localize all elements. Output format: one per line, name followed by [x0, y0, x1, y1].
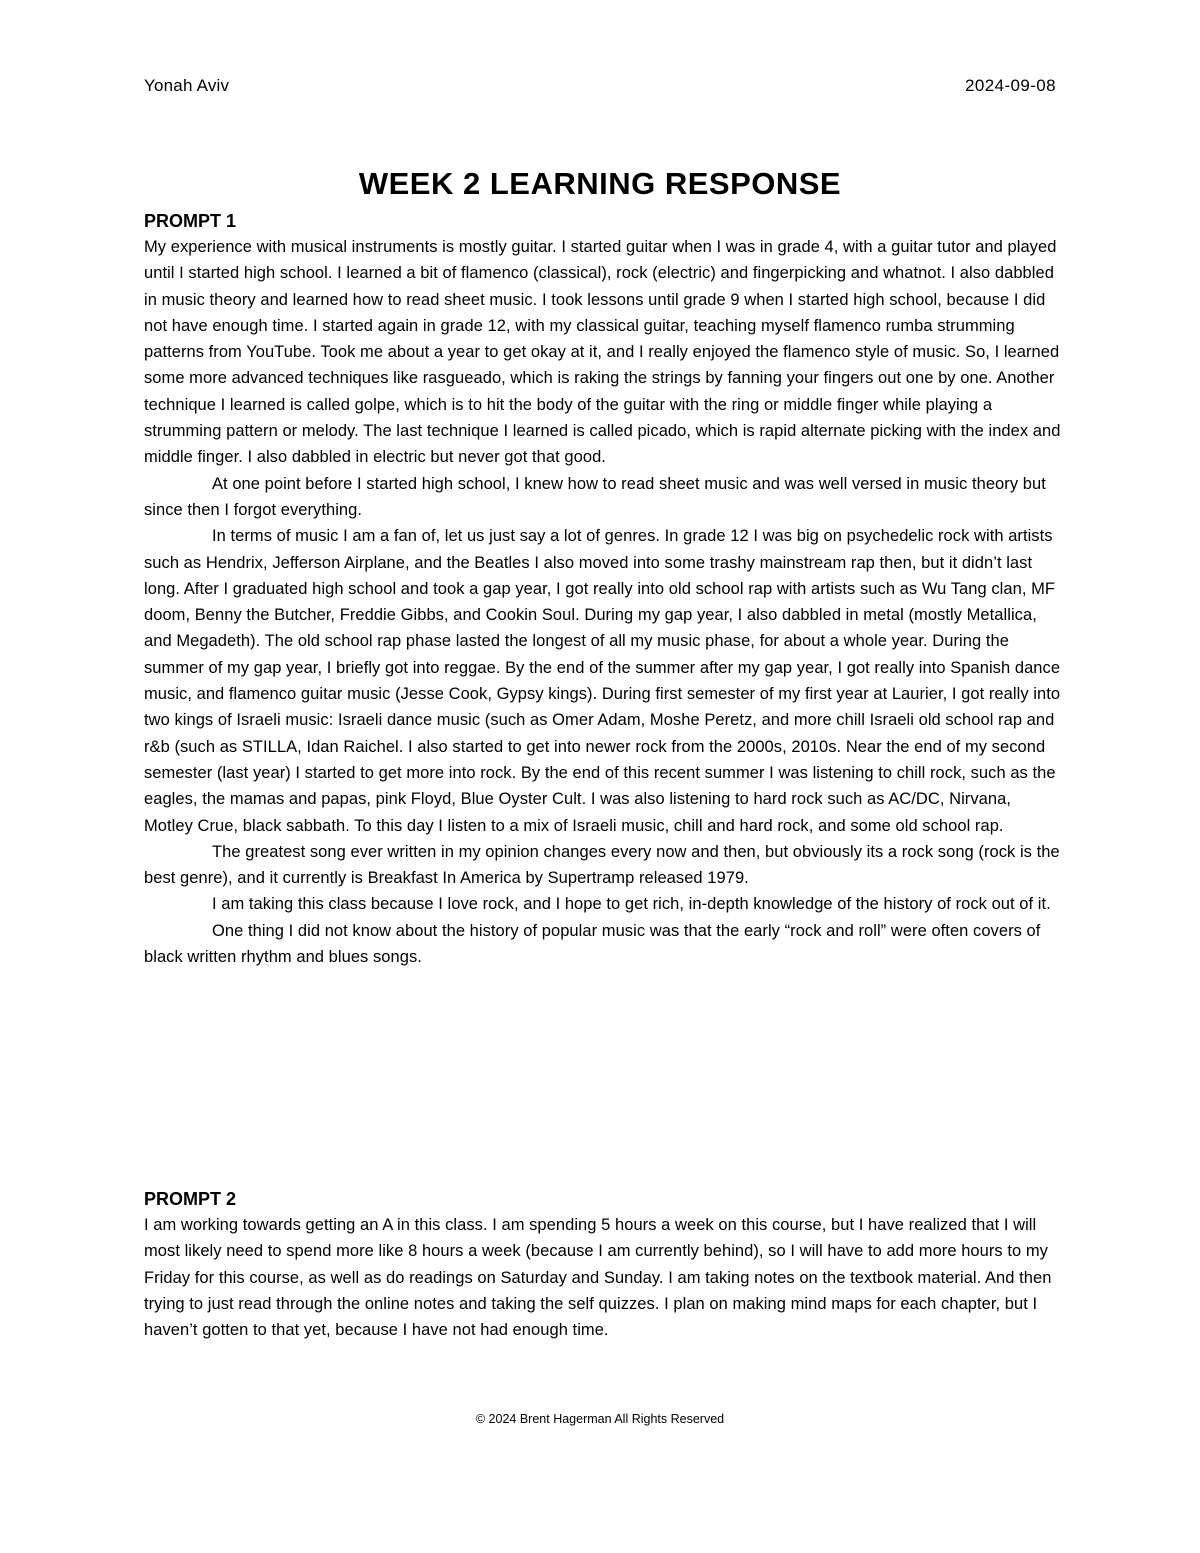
prompt-2-heading: PROMPT 2: [144, 1189, 237, 1209]
document-title: WEEK 2 LEARNING RESPONSE: [358, 166, 842, 201]
prompt-1-heading: PROMPT 1: [144, 211, 237, 231]
prompt-1-paragraph-6: One thing I did not know about the history of popular music was that the early “rock and roll” were often covers of black written rhythm and blues songs.: [144, 921, 1041, 967]
prompt-1-paragraph-4: The greatest song ever written in my opinion changes every now and then, but obviously its a rock song (rock is the best genre), and it currently is Breakfast In America by Supertramp released 1979.: [144, 842, 1060, 888]
prompt-1-paragraph-1: My experience with musical instruments is mostly guitar. I started guitar when I was in grade 4, with a guitar tutor and played until I started high school. I learned a bit of flamenco (classical), rock (electric) and fingerpicking and whatnot. I also dabbled in music theory and learned how to read sheet music. I took lessons until grade 9 when I started high school, because I did not have enough time. I started again in grade 12, with my classical guitar, teaching myself flamenco rumba strumming patterns from YouTube. Took me about a year to get okay at it, and I really enjoyed the flamenco style of music. So, I learned some more advanced techniques like rasgueado, which is raking the strings by fanning your fingers out one by one. Another technique I learned is called golpe, which is to hit the body of the guitar with the ring or middle finger while playing a strumming pattern or melody. The last technique I learned is called picado, which is rapid alternate picking with the index and middle finger. I also dabbled in electric but never got that good.: [144, 238, 1061, 467]
prompt-1-paragraph-5: I am taking this class because I love rock, and I hope to get rich, in-depth knowledge of the history of rock out of it.: [212, 895, 1051, 914]
author-name: Yonah Aviv: [144, 76, 230, 95]
prompt-2-paragraph-1: I am working towards getting an A in this class. I am spending 5 hours a week on this course, but I have realized that I will most likely need to spend more like 8 hours a week (because I am currently behind), so I will have to add more hours to my Friday for this course, as well as do readings on Saturday and Sunday. I am taking notes on the textbook material. And then trying to just read through the online notes and taking the self quizzes. I plan on making mind maps for each chapter, but I haven’t gotten to that yet, because I have not had enough time.: [144, 1216, 1052, 1340]
prompt-1-paragraph-3: In terms of music I am a fan of, let us just say a lot of genres. In grade 12 I was big on psychedelic rock with artists such as Hendrix, Jefferson Airplane, and the Beatles I also moved into some trashy mainstream rap then, but it didn’t last long. After I graduated high school and took a gap year, I got really into old school rap with artists such as Wu Tang clan, MF doom, Benny the Butcher, Freddie Gibbs, and Cookin Soul. During my gap year, I also dabbled in metal (mostly Metallica, and Megadeth). The old school rap phase lasted the longest of all my music phase, for about a whole year. During the summer of my gap year, I briefly got into reggae. By the end of the summer after my gap year, I got really into Spanish dance music, and flamenco guitar music (Jesse Cook, Gypsy kings). During first semester of my first year at Laurier, I got really into two kings of Israeli music: Israeli dance music (such as Omer Adam, Moshe Peretz, and more chill Israeli old school rap and r&b (such as STILLA, Idan Raichel. I also started to get into newer rock from the 2000s, 2010s. Near the end of my second semester (last year) I started to get more into rock. By the end of this recent summer I was listening to chill rock, such as the eagles, the mamas and papas, pink Floyd, Blue Oyster Cult. I was also listening to hard rock such as AC/DC, Nirvana, Motley Crue, black sabbath. To this day I listen to a mix of Israeli music, chill and hard rock, and some old school rap.: [144, 527, 1061, 835]
prompt-1-section: [144, 208, 1064, 970]
copyright-footer: © 2024 Brent Hagerman All Rights Reserved: [475, 1412, 725, 1426]
document-date: 2024-09-08: [965, 76, 1056, 95]
prompt-2-section: [144, 1186, 1064, 1343]
prompt-1-paragraph-2: At one point before I started high school, I knew how to read sheet music and was well versed in music theory but since then I forgot everything.: [144, 474, 1046, 519]
